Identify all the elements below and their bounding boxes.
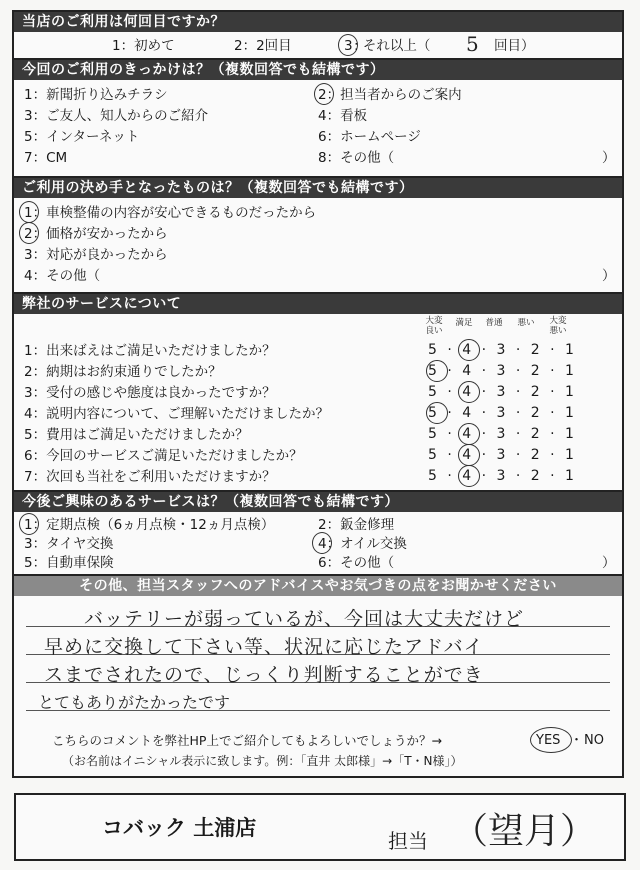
answer-separator: ・ [570, 733, 584, 748]
bracket-close: ） [602, 150, 616, 166]
count-suffix: 回目） [494, 38, 535, 54]
comment-handwriting-line: 早めに交換して下さい等、状況に応じたアドバイ [44, 636, 484, 658]
initials-note: （お名前はイニシャル表示に致します。例：「直井 太郎様」→「T・N様」） [62, 754, 463, 768]
staff-label: 担当 [388, 829, 428, 853]
option-bodywork: 2：鈑金修理 [318, 517, 395, 533]
option-second: 2：2回目 [234, 38, 292, 54]
bracket-close: ） [602, 555, 616, 571]
rating-scale: 5 · 4 · 3 · 2 · 1 [428, 405, 574, 421]
rating-question: 3：受付の感じや態度は良かったですか？ [24, 385, 276, 401]
hp-question: こちらのコメントを弊社HP上でご紹介してもよろしいでしょうか？→ [52, 733, 442, 748]
rating-question: 6：今回のサービスご満足いただけましたか？ [24, 448, 303, 464]
comment-handwriting-line: とてもありがたかったです [38, 693, 231, 712]
rating-scale-label: 大変 悪い [549, 316, 567, 336]
rating-scale: 5 · 4 · 3 · 2 · 1 [428, 342, 574, 358]
rating-question: 5：費用はご満足いただけましたか？ [24, 427, 249, 443]
answer-circle [19, 222, 39, 244]
option-more-number: 3 [344, 38, 353, 54]
handwritten-count: 5 [466, 32, 479, 56]
option-more: : それ以上（ [354, 38, 431, 54]
rating-scale-label: 大変 良い [425, 316, 443, 336]
rating-scale-label: 普通 [485, 318, 503, 328]
rating-question: 4：説明内容について、ご理解いただけましたか？ [24, 406, 330, 422]
answer-yes: YES [536, 733, 561, 748]
rating-answer-circle [458, 423, 480, 445]
survey-sheet [12, 10, 624, 778]
section-future-interest [14, 492, 622, 576]
option-signboard: 4：看板 [318, 108, 368, 124]
section-trigger [14, 60, 622, 178]
option-cm: 7：CM [24, 150, 68, 166]
answer-circle [312, 532, 332, 554]
rating-scale: 5 · 4 · 3 · 2 · 1 [428, 447, 574, 463]
section-visit-count [14, 12, 622, 60]
section-header: その他、担当スタッフへのアドバイスやお気づきの点をお聞かせください [14, 576, 622, 596]
option-tire: 3：タイヤ交換 [24, 536, 114, 552]
answer-circle [19, 513, 39, 535]
section-header: 今後ご興味のあるサービスは？（複数回答でも結構です） [14, 492, 622, 512]
rating-scale: 5 · 4 · 3 · 2 · 1 [428, 384, 574, 400]
option-other: 6：その他（ [318, 555, 395, 571]
rating-scale: 5 · 4 · 3 · 2 · 1 [428, 468, 574, 484]
rating-answer-circle [426, 360, 448, 382]
option-other: 4：その他（ [24, 268, 101, 284]
option-inspection: 1：車検整備の内容が安心できるものだったから [24, 205, 317, 221]
bracket-close: ） [602, 268, 616, 284]
comment-handwriting-line: バッテリーが弱っているが、今回は大丈夫だけど [84, 608, 525, 630]
rating-scale: 5 · 4 · 3 · 2 · 1 [428, 426, 574, 442]
section-header: 当店のご利用は何回目ですか？ [14, 12, 622, 32]
option-homepage: 6：ホームページ [318, 129, 421, 145]
option-oil: 4：オイル交換 [318, 536, 407, 552]
store-footer [14, 793, 626, 861]
option-first: 1：初めて [112, 38, 175, 54]
rating-question: 1：出来ばえはご満足いただけましたか？ [24, 343, 276, 359]
rating-answer-circle [458, 339, 480, 361]
rating-answer-circle [458, 444, 480, 466]
section-header: 弊社のサービスについて [14, 294, 622, 314]
option-internet: 5：インターネット [24, 129, 140, 145]
answer-circle [314, 83, 334, 105]
section-header: ご利用の決め手となったものは？（複数回答でも結構です） [14, 178, 622, 198]
option-price: 2：価格が安かったから [24, 226, 168, 242]
option-flyer: 1：新聞折り込みチラシ [24, 87, 168, 103]
option-periodic-check: 1：定期点検（6ヵ月点検・12ヵ月点検） [24, 517, 275, 533]
answer-circle [530, 727, 572, 753]
option-friend: 3：ご友人、知人からのご紹介 [24, 108, 209, 124]
rating-answer-circle [458, 465, 480, 487]
store-name: コバック 土浦店 [102, 816, 257, 840]
rating-scale-label: 満足 [455, 318, 473, 328]
staff-name-handwriting: （望月） [452, 811, 597, 852]
option-service: 3：対応が良かったから [24, 247, 168, 263]
answer-no: NO [584, 733, 604, 748]
rating-question: 2：納期はお約束通りでしたか？ [24, 364, 222, 380]
rating-scale-label: 悪い [517, 318, 535, 328]
rating-answer-circle [426, 402, 448, 424]
rating-scale: 5 · 4 · 3 · 2 · 1 [428, 363, 574, 379]
option-staff: 2：担当者からのご案内 [318, 87, 462, 103]
section-comments [14, 576, 622, 776]
comment-handwriting-line: スまでされたので、じっくり判断することができ [44, 664, 484, 686]
rating-answer-circle [458, 381, 480, 403]
section-header: 今回のご利用のきっかけは？（複数回答でも結構です） [14, 60, 622, 80]
rating-question: 7：次回も当社をご利用いただけますか？ [24, 469, 276, 485]
option-other: 8：その他（ [318, 150, 395, 166]
section-service-rating [14, 294, 622, 492]
option-insurance: 5：自動車保険 [24, 555, 114, 571]
section-deciding-factor [14, 178, 622, 294]
answer-circle [19, 201, 39, 223]
